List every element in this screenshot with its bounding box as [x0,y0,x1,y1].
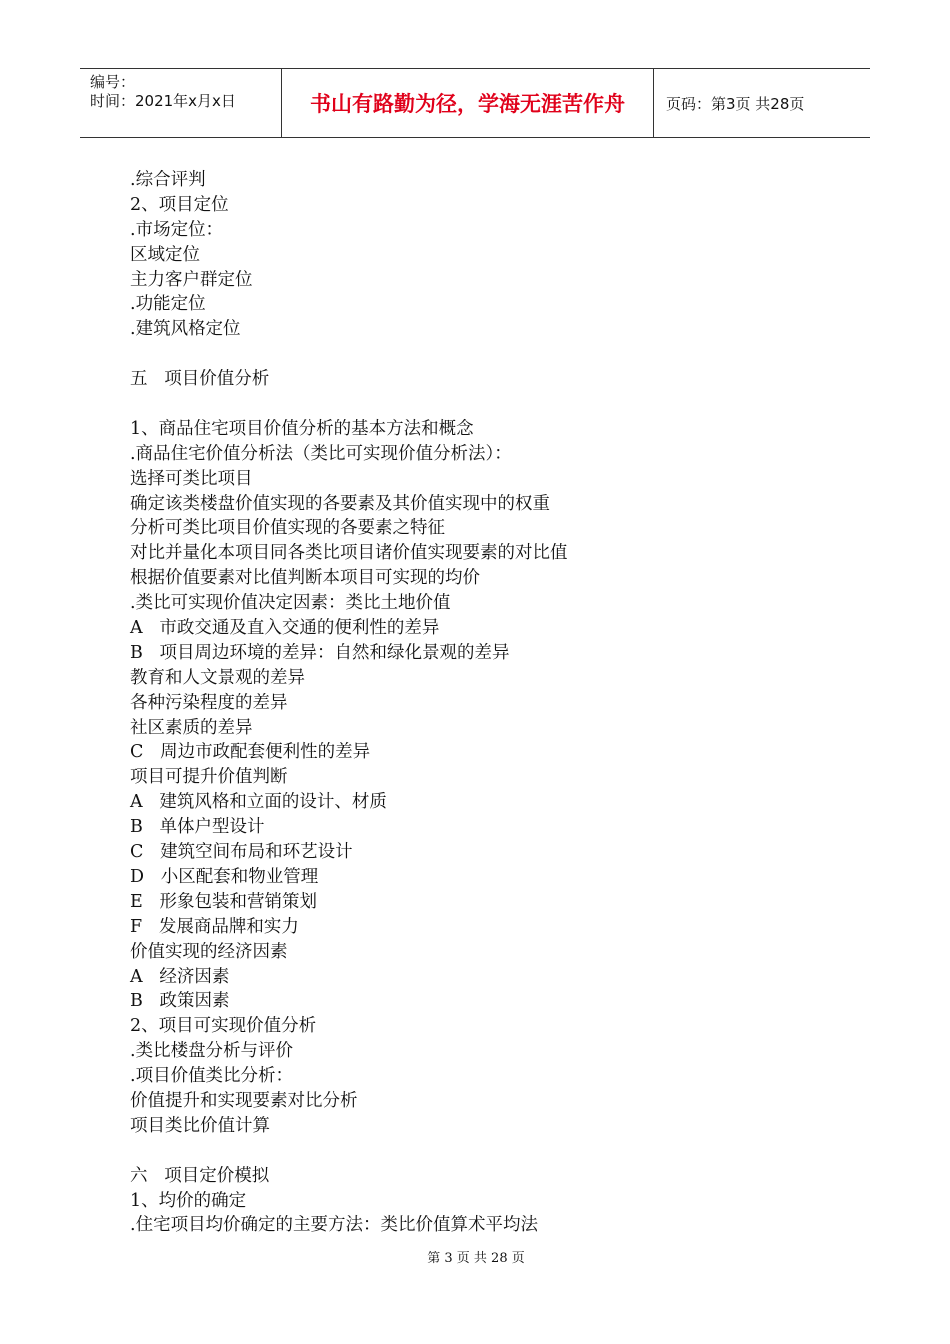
text-line: .市场定位： [130,219,224,240]
text-line: 区域定位 [130,244,200,265]
text-line: 确定该类楼盘价值实现的各要素及其价值实现中的权重 [130,493,550,514]
text-line: 六 项目定价模拟 [130,1165,270,1186]
text-line: A 经济因素 [130,966,230,987]
text-line: 社区素质的差异 [130,717,253,738]
header-meta-cell [80,69,282,137]
text-line: D 小区配套和物业管理 [130,866,319,887]
text-line: A 建筑风格和立面的设计、材质 [130,792,387,813]
text-line: 1、均价的确定 [130,1190,247,1211]
text-line: .类比可实现价值决定因素：类比土地价值 [130,593,451,614]
text-line: E 形象包装和营销策划 [130,891,317,912]
text-line: 分析可类比项目价值实现的各要素之特征 [130,518,445,539]
time-label: 时间：2021年x月x日 [90,92,236,110]
text-line: A 市政交通及直入交通的便利性的差异 [130,618,440,639]
text-line: F 发展商品牌和实力 [130,916,299,937]
text-line: 选择可类比项目 [130,468,253,489]
text-line [130,392,830,417]
number-label: 编号： [90,73,136,91]
page-header [80,68,870,138]
page-info: 页码：第3页 共28页 [666,94,805,113]
document-body [130,168,830,1238]
text-line [130,1139,830,1164]
text-line: .综合评判 [130,170,206,190]
text-line: 五 项目价值分析 [130,369,270,390]
text-line: 对比并量化本项目同各类比项目诸价值实现要素的对比值 [130,543,568,564]
text-line: 项目类比价值计算 [130,1115,270,1136]
text-line: 根据价值要素对比值判断本项目可实现的均价 [130,568,480,589]
text-line: B 项目周边环境的差异：自然和绿化景观的差异 [130,642,510,663]
text-line: .功能定位 [130,294,206,315]
text-line: 1、商品住宅项目价值分析的基本方法和概念 [130,418,474,439]
header-page-cell [654,69,870,137]
text-line: B 政策因素 [130,991,230,1012]
text-line: 价值实现的经济因素 [130,941,288,962]
header-motto-cell [282,69,654,137]
text-line: 2、项目定位 [130,194,229,215]
text-line: .建筑风格定位 [130,319,241,340]
motto-text: 书山有路勤为径，学海无涯苦作舟 [310,92,625,116]
text-line: 教育和人文景观的差异 [130,667,305,688]
text-line: 2、项目可实现价值分析 [130,1016,317,1037]
footer-page-number: 第 3 页 共 28 页 [427,1251,525,1266]
text-line: .商品住宅价值分析法（类比可实现价值分析法）： [130,443,512,464]
text-line: 各种污染程度的差异 [130,692,288,713]
page-footer [0,1247,950,1266]
text-line: .住宅项目均价确定的主要方法：类比价值算术平均法 [130,1215,539,1236]
text-line: 项目可提升价值判断 [130,767,288,788]
text-line: .项目价值类比分析： [130,1066,294,1087]
text-line: 价值提升和实现要素对比分析 [130,1090,358,1111]
text-line: C 周边市政配套便利性的差异 [130,742,371,763]
text-line: B 单体户型设计 [130,817,265,838]
text-line: 主力客户群定位 [130,269,253,290]
text-line [130,342,830,367]
text-line: C 建筑空间布局和环艺设计 [130,842,353,863]
text-line: .类比楼盘分析与评价 [130,1041,294,1062]
